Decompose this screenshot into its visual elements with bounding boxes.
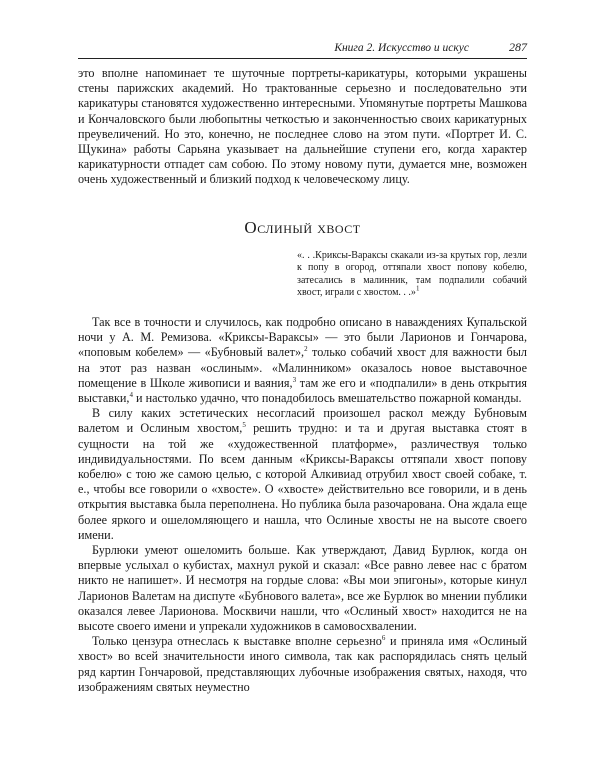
footnote-marker: 2 xyxy=(304,345,308,354)
paragraph-text: Так все в точности и случилось, как подробно описано в наваждениях Купальской ночи у А. М. Ремизова. «Криксы-Вараксы» — это были Ларионов и Гончарова, «поповым кобелем» — «Бубновый валет», xyxy=(78,315,527,360)
intro-paragraph: это вполне напоминает те шуточные портреты-карикатуры, которыми украшены стены парижских академий. Но трактованные серьезно и последовательно эти карикатуры становятся художественно интересными. Упомянутые портреты Машкова и Кончаловского были любопытны четкостью и законченностью своих карикатурных преувеличений. Но это, конечно, не последнее слово на этом пути. «Портрет И. С. Щукина» работы Сарьяна указывает на дальнейшие ступени его, когда характер карикатурности отпадет сам собою. По этому новому пути, думается мне, возможен очень художественный и близкий подход к человеческому лицу. xyxy=(78,66,527,187)
paragraph-text: Только цензура отнеслась к выставке вполне серьезно xyxy=(92,634,382,649)
footnote-marker: 4 xyxy=(129,390,133,399)
running-title: Книга 2. Искусство и искус xyxy=(334,42,469,54)
body-paragraph xyxy=(78,634,527,695)
epigraph-footnote-marker: 1 xyxy=(415,285,420,294)
footnote-marker: 6 xyxy=(381,634,386,643)
footnote-marker: 3 xyxy=(292,375,297,384)
epigraph xyxy=(297,250,527,300)
section-title: Ослиный хвост xyxy=(244,217,361,237)
paragraph-text: там же его и «подпалили» в день открытия выставки, xyxy=(78,375,528,406)
footnote-marker: 5 xyxy=(242,421,246,430)
body-paragraph xyxy=(78,406,527,543)
section-body xyxy=(78,315,527,695)
book-page xyxy=(78,40,527,695)
body-paragraph xyxy=(78,315,527,406)
page-number: 287 xyxy=(509,40,527,54)
running-head xyxy=(78,40,527,59)
paragraph-text: и приняла имя «Ослиный хвост» во всей значительности иного символа, так как распорядилась снять целый ряд картин Гончаровой, представляющих лубочные изображения святых, находя, что изображениям святых неуместно xyxy=(78,634,527,694)
paragraph-text: В силу каких эстетических несогласий произошел раскол между Бубновым валетом и Ослиным хвостом, xyxy=(78,406,527,436)
body-paragraph xyxy=(78,543,527,634)
paragraph-text: Бурлюки умеют ошеломить больше. Как утверждают, Давид Бурлюк, когда он впервые услыхал о кубистах, махнул рукой и сказал: «Все равно левее нас с братом никто не напишет». И несмотря на гордые слова: «Вы мои эпигоны», которые кинул Ларионов Валетам на диспуте «Бубнового валета», все же Бурлюк во мнении публики оказался левее Ларионова. Москвичи нашли, что «Ослиный хвост» находится не на высоте своего имени и упрекали художников в самовосхвалении. xyxy=(78,543,527,634)
paragraph-text: и настолько удачно, что понадобилось вмешательство пожарной команды. xyxy=(132,391,522,406)
epigraph-text: «. . .Криксы-Вараксы скакали из-за крутых гор, лезли к попу в огород, оттяпали хвост попову кобелю, затесались в малинник, там подпалили собачий хвост, играли с хвостом. . .» xyxy=(297,249,527,299)
paragraph-text: решить трудно: и та и другая выставка стоят в сущности на той же «художественной платформе», различествуя только индивидуальностями. По всем данным «Криксы-Вараксы оттяпали хвост попову кобелю» с тою же самою целью, с которой Алкивиад отрубил хвост своей собаке, т. е., чтобы все говорили о «хвосте». О «хвосте» действительно все говорили, и в день открытия выставка была переполнена. Но публика была разочарована. Она ждала еще более яркого и ошеломляющего и нашла, что Ослиные хвосты не на высоте своего имени. xyxy=(78,421,527,542)
paragraph-text: только собачий хвост для важности был на этот раз назван «ослиным». «Малинником» оказалось новое выставочное помещение в Школе живописи и ваяния, xyxy=(78,345,527,390)
